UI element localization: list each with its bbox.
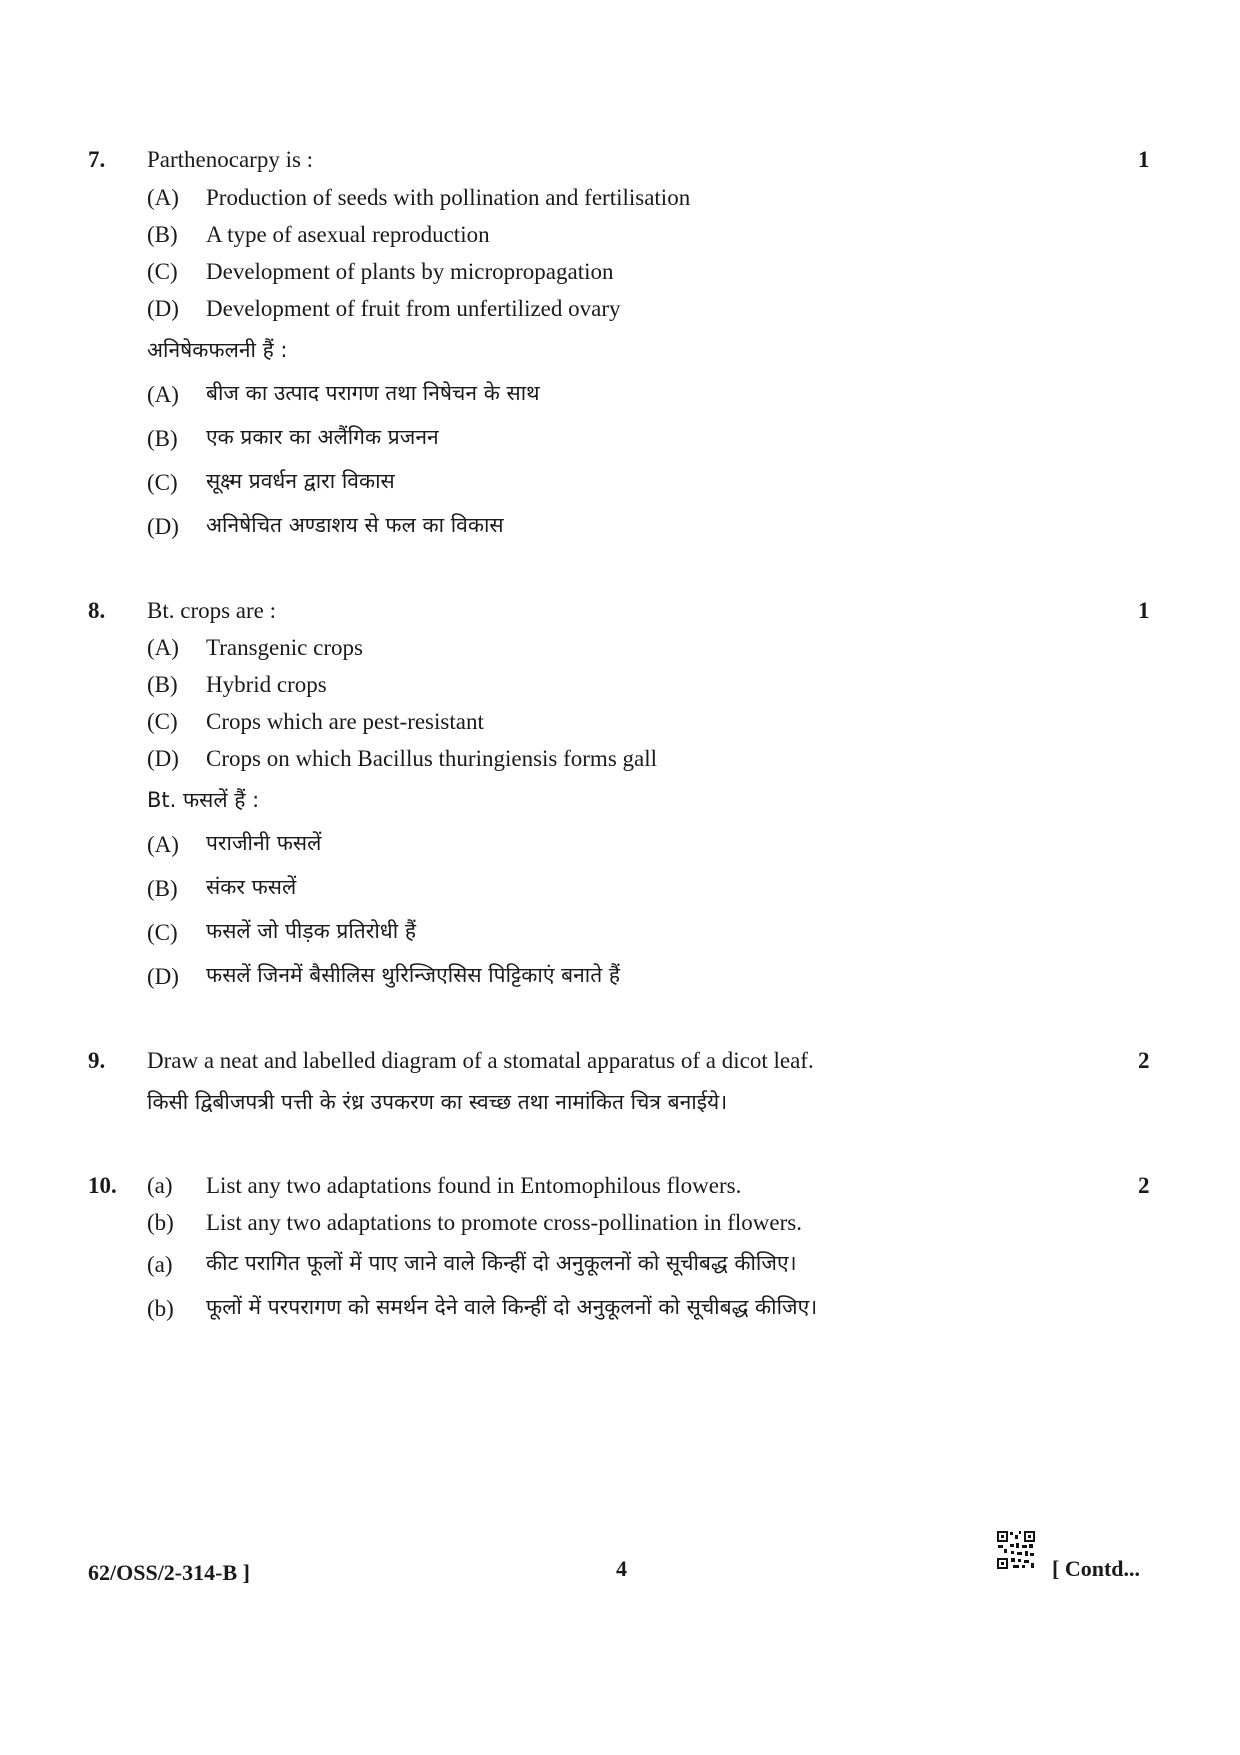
- option-label: (A): [147, 635, 179, 660]
- part-label: (b): [147, 1296, 174, 1321]
- option-text: फसलें जिनमें बैसीलिस थुरिन्जिएसिस पिट्टिकाएं बनाते हैं: [206, 963, 621, 987]
- option-text: Transgenic crops: [206, 635, 363, 660]
- question-stem-hi: Bt. फसलें हैं :: [147, 788, 260, 812]
- option-label: (B): [147, 672, 178, 697]
- option-label: (D): [147, 296, 179, 321]
- question-number: 9.: [88, 1048, 106, 1073]
- option-text: सूक्ष्म प्रवर्धन द्वारा विकास: [206, 469, 395, 493]
- question-number: 8.: [88, 598, 106, 623]
- option-label: (D): [147, 964, 179, 989]
- option-text: एक प्रकार का अलैंगिक प्रजनन: [206, 425, 439, 449]
- option-text: बीज का उत्पाद परागण तथा निषेचन के साथ: [206, 381, 540, 405]
- option-label: (C): [147, 709, 178, 734]
- question-stem-en: Bt. crops are :: [147, 598, 277, 623]
- option-label: (B): [147, 876, 178, 901]
- question-stem-en: Parthenocarpy is :: [147, 147, 314, 172]
- option-text: Hybrid crops: [206, 672, 327, 697]
- question-stem-en: Draw a neat and labelled diagram of a stomatal apparatus of a dicot leaf.: [147, 1048, 814, 1073]
- paper-code: 62/OSS/2-314-B ]: [88, 1560, 250, 1585]
- option-label: (A): [147, 382, 179, 407]
- option-label: (B): [147, 222, 178, 247]
- question-marks: 1: [1138, 147, 1150, 172]
- option-text: पराजीनी फसलें: [206, 831, 322, 855]
- option-text: संकर फसलें: [206, 875, 297, 899]
- part-label: (a): [147, 1173, 173, 1198]
- option-text: Crops which are pest-resistant: [206, 709, 484, 734]
- page-number: 4: [616, 1556, 627, 1581]
- part-text: List any two adaptations to promote cross-pollination in flowers.: [206, 1210, 802, 1235]
- question-marks: 2: [1138, 1173, 1150, 1198]
- continued-label: [ Contd...: [1052, 1556, 1141, 1581]
- option-label: (C): [147, 470, 178, 495]
- option-label: (D): [147, 514, 179, 539]
- option-text: A type of asexual reproduction: [206, 222, 490, 247]
- qr-code-icon: [996, 1530, 1036, 1570]
- option-label: (B): [147, 426, 178, 451]
- question-marks: 2: [1138, 1048, 1150, 1073]
- option-text: Development of plants by micropropagation: [206, 259, 614, 284]
- part-label: (a): [147, 1252, 173, 1277]
- question-number: 10.: [88, 1173, 117, 1198]
- question-marks: 1: [1138, 598, 1150, 623]
- option-label: (C): [147, 259, 178, 284]
- option-label: (A): [147, 185, 179, 210]
- option-label: (A): [147, 832, 179, 857]
- option-label: (C): [147, 920, 178, 945]
- question-stem-hi: अनिषेकफलनी हैं :: [147, 338, 288, 362]
- option-text: Development of fruit from unfertilized ovary: [206, 296, 621, 321]
- option-text: Production of seeds with pollination and fertilisation: [206, 185, 691, 210]
- option-label: (D): [147, 746, 179, 771]
- option-text: अनिषेचित अण्डाशय से फल का विकास: [206, 513, 504, 537]
- part-label: (b): [147, 1210, 174, 1235]
- option-text: फसलें जो पीड़क प्रतिरोधी हैं: [206, 919, 416, 943]
- part-text: कीट परागित फूलों में पाए जाने वाले किन्हीं दो अनुकूलनों को सूचीबद्ध कीजिए।: [206, 1251, 797, 1275]
- question-stem-hi: किसी द्विबीजपत्री पत्ती के रंध्र उपकरण का स्वच्छ तथा नामांकित चित्र बनाईये।: [147, 1090, 728, 1114]
- option-text: Crops on which Bacillus thuringiensis forms gall: [206, 746, 658, 771]
- part-text: List any two adaptations found in Entomophilous flowers.: [206, 1173, 742, 1198]
- question-number: 7.: [88, 147, 106, 172]
- part-text: फूलों में परपरागण को समर्थन देने वाले किन्हीं दो अनुकूलनों को सूचीबद्ध कीजिए।: [206, 1295, 818, 1319]
